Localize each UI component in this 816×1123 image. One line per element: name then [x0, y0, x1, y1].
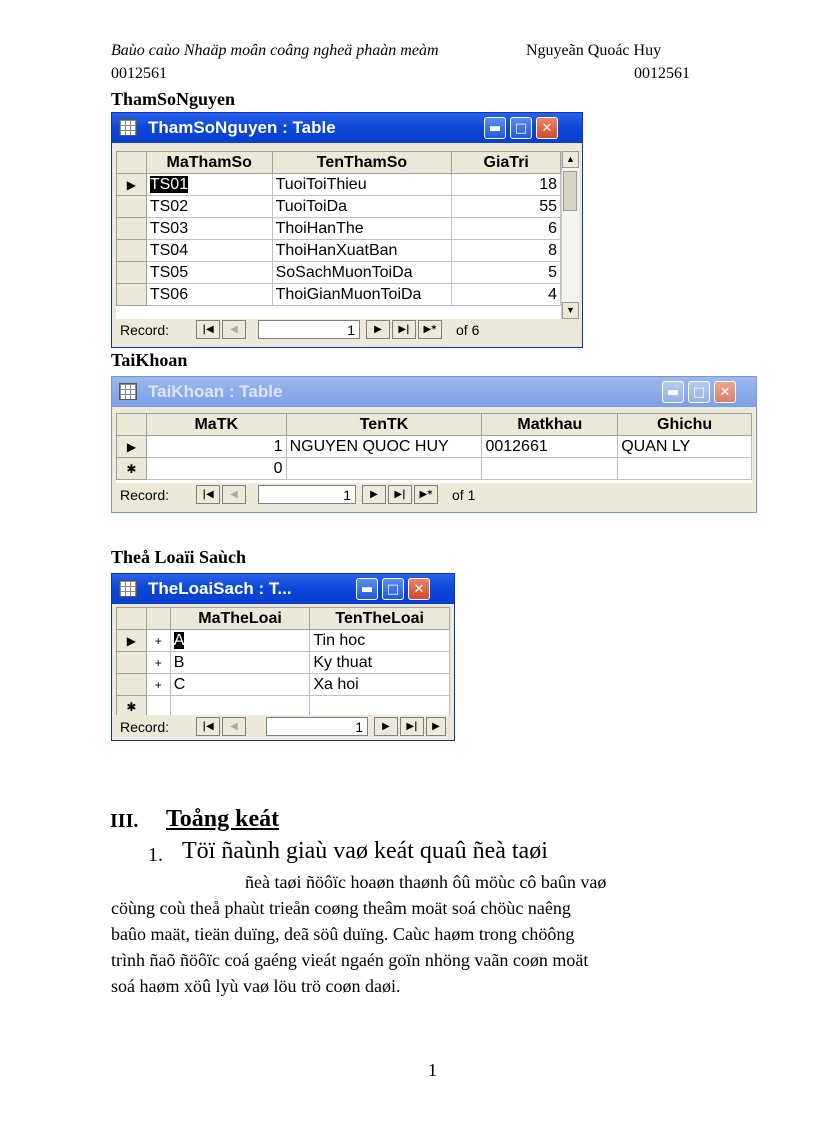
- record-number-input[interactable]: 1: [258, 485, 356, 504]
- cell-matheloai[interactable]: C: [170, 674, 310, 696]
- cell-giatri[interactable]: 4: [452, 284, 561, 306]
- thamso-record-navigator: [116, 319, 578, 341]
- caption-theloai: Theå Loaïi Saùch: [111, 547, 247, 567]
- expander-header: [146, 608, 170, 630]
- cell-mathamso[interactable]: TS03: [146, 218, 272, 240]
- table-row[interactable]: [117, 240, 561, 262]
- taikhoan-window-title: TaiKhoan : Table: [148, 382, 283, 401]
- expand-plus-icon[interactable]: +: [146, 652, 170, 674]
- table-row[interactable]: [117, 458, 752, 480]
- cell-matkhau[interactable]: [482, 458, 618, 480]
- section-number: III.: [110, 810, 139, 832]
- cell-value: TS01: [149, 175, 189, 193]
- cell-tenthamso[interactable]: TuoiToiDa: [272, 196, 452, 218]
- row-selector[interactable]: [117, 218, 147, 240]
- record-label: Record:: [120, 719, 170, 735]
- next-record-icon[interactable]: ▶: [374, 717, 398, 736]
- taikhoan-record-navigator: [116, 484, 752, 506]
- table-row[interactable]: [117, 652, 450, 674]
- column-header[interactable]: Matkhau: [482, 414, 618, 436]
- cell-giatri[interactable]: 8: [452, 240, 561, 262]
- section-title: Toång keát: [166, 806, 280, 832]
- cell-mathamso[interactable]: [146, 174, 272, 196]
- table-row[interactable]: [117, 436, 752, 458]
- table-icon: [119, 580, 137, 597]
- cell-tenthamso[interactable]: ThoiHanXuatBan: [272, 240, 452, 262]
- row-selector-header: [117, 608, 147, 630]
- table-icon: [119, 119, 137, 136]
- thamso-title-bar[interactable]: [112, 113, 582, 143]
- cell-ghichu[interactable]: [618, 458, 752, 480]
- previous-record-icon[interactable]: ◀: [222, 320, 246, 339]
- row-selector[interactable]: [117, 240, 147, 262]
- cell-matheloai[interactable]: [170, 630, 310, 652]
- row-selector[interactable]: [117, 674, 147, 696]
- cell-tentk[interactable]: NGUYEN QUOC HUY: [286, 436, 482, 458]
- new-record-asterisk-icon[interactable]: ✱: [117, 696, 147, 716]
- cell-tenthamso[interactable]: SoSachMuonToiDa: [272, 262, 452, 284]
- first-record-icon[interactable]: |◀: [196, 717, 220, 736]
- scroll-thumb[interactable]: [563, 171, 577, 211]
- table-row[interactable]: [117, 674, 450, 696]
- minimize-button[interactable]: ▬: [356, 578, 378, 600]
- vertical-scrollbar[interactable]: [561, 151, 579, 319]
- cell-tentheloai[interactable]: Tin hoc: [310, 630, 450, 652]
- column-header[interactable]: TenTK: [286, 414, 482, 436]
- table-row[interactable]: [117, 174, 561, 196]
- theloai-window-title: TheLoaiSach : T...: [148, 579, 292, 598]
- record-label: Record:: [120, 487, 170, 503]
- table-row[interactable]: [117, 218, 561, 240]
- record-number-input[interactable]: 1: [266, 717, 368, 736]
- cell-mathamso[interactable]: TS06: [146, 284, 272, 306]
- last-record-icon[interactable]: ▶|: [400, 717, 424, 736]
- theloai-datasheet: [116, 607, 450, 715]
- minimize-button[interactable]: ▬: [484, 117, 506, 139]
- row-selector[interactable]: [117, 262, 147, 284]
- scroll-down-icon[interactable]: ▼: [562, 302, 579, 319]
- previous-record-icon[interactable]: ◀: [222, 485, 246, 504]
- paragraph-line: soá haøm xöû lyù vaø löu trö coøn daøi.: [111, 976, 401, 996]
- header-author-name: Nguyeãn Quoác Huy: [526, 42, 662, 59]
- cell-mathamso[interactable]: TS02: [146, 196, 272, 218]
- table-row[interactable]: [117, 262, 561, 284]
- new-record-icon[interactable]: ▶*: [414, 485, 438, 504]
- cell-matheloai[interactable]: B: [170, 652, 310, 674]
- table-row[interactable]: [117, 630, 450, 652]
- theloai-title-bar[interactable]: [112, 574, 454, 604]
- column-header[interactable]: Ghichu: [618, 414, 752, 436]
- subsection-number: 1.: [148, 844, 163, 866]
- caption-thamso: ThamSoNguyen: [111, 89, 236, 109]
- theloai-table-window[interactable]: [111, 573, 455, 741]
- close-button[interactable]: ✕: [536, 117, 558, 139]
- scroll-up-icon[interactable]: ▲: [562, 151, 579, 168]
- column-header[interactable]: GiaTri: [452, 152, 561, 174]
- cell-tentheloai[interactable]: Xa hoi: [310, 674, 450, 696]
- cell-giatri[interactable]: 5: [452, 262, 561, 284]
- cell-matk[interactable]: 0: [146, 458, 286, 480]
- taikhoan-datasheet: [116, 413, 752, 483]
- cell-empty[interactable]: [146, 696, 170, 716]
- paragraph-line: cöùng coù theå phaùt trieån coøng theâm moät soá chöùc naêng: [111, 898, 571, 918]
- cell-mathamso[interactable]: TS05: [146, 262, 272, 284]
- current-record-arrow-icon[interactable]: ▶: [117, 436, 147, 458]
- cell-value: A: [173, 631, 185, 649]
- thamso-table-window[interactable]: [111, 112, 583, 348]
- page-number: 1: [428, 1060, 437, 1080]
- cell-tenthamso[interactable]: ThoiHanThe: [272, 218, 452, 240]
- thamso-datasheet: [116, 151, 561, 319]
- cell-tenthamso[interactable]: TuoiToiThieu: [272, 174, 452, 196]
- cell-giatri[interactable]: 18: [452, 174, 561, 196]
- minimize-button[interactable]: ▬: [662, 381, 684, 403]
- table-row[interactable]: [117, 696, 450, 716]
- row-selector-header: [117, 414, 147, 436]
- maximize-button[interactable]: □: [688, 381, 710, 403]
- paragraph-line: ñeà taøi ñöôïc hoaøn thaønh ôû möùc cô baûn vaø: [245, 872, 607, 892]
- caption-taikhoan: TaiKhoan: [111, 350, 188, 370]
- current-record-arrow-icon[interactable]: ▶: [117, 630, 147, 652]
- previous-record-icon[interactable]: ◀: [222, 717, 246, 736]
- subsection-title: Töï ñaùnh giaù vaø keát quaû ñeà taøi: [182, 838, 548, 864]
- new-record-icon[interactable]: ▶: [426, 717, 446, 736]
- cell-tenthamso[interactable]: ThoiGianMuonToiDa: [272, 284, 452, 306]
- maximize-button[interactable]: □: [510, 117, 532, 139]
- first-record-icon[interactable]: |◀: [196, 485, 220, 504]
- first-record-icon[interactable]: |◀: [196, 320, 220, 339]
- paragraph-line: baûo maät, tieän duïng, deã söû duïng. Caùc haøm trong chöông: [111, 924, 575, 944]
- record-count: of 6: [456, 322, 480, 338]
- header-document-title: Baùo caùo Nhaäp moân coâng ngheä phaàn meàm: [111, 42, 439, 59]
- cell-giatri[interactable]: 55: [452, 196, 561, 218]
- column-header[interactable]: TenThamSo: [272, 152, 452, 174]
- column-header[interactable]: MaThamSo: [146, 152, 272, 174]
- cell-giatri[interactable]: 6: [452, 218, 561, 240]
- new-record-asterisk-icon[interactable]: ✱: [117, 458, 147, 480]
- expand-plus-icon[interactable]: +: [146, 630, 170, 652]
- cell-mathamso[interactable]: TS04: [146, 240, 272, 262]
- table-row[interactable]: [117, 284, 561, 306]
- cell-empty[interactable]: [310, 696, 450, 716]
- close-button[interactable]: ✕: [714, 381, 736, 403]
- current-record-arrow-icon[interactable]: ▶: [117, 174, 147, 196]
- row-selector[interactable]: [117, 284, 147, 306]
- table-row[interactable]: [117, 196, 561, 218]
- row-selector[interactable]: [117, 652, 147, 674]
- expand-plus-icon[interactable]: +: [146, 674, 170, 696]
- cell-matk[interactable]: 1: [146, 436, 286, 458]
- cell-matkhau[interactable]: 0012661: [482, 436, 618, 458]
- last-record-icon[interactable]: ▶|: [392, 320, 416, 339]
- header-student-id-right: 0012561: [634, 65, 690, 82]
- row-selector[interactable]: [117, 196, 147, 218]
- thamso-window-title: ThamSoNguyen : Table: [148, 118, 336, 137]
- maximize-button[interactable]: □: [382, 578, 404, 600]
- next-record-icon[interactable]: ▶: [366, 320, 390, 339]
- cell-ghichu[interactable]: QUAN LY: [618, 436, 752, 458]
- header-student-id-left: 0012561: [111, 65, 167, 82]
- record-label: Record:: [120, 322, 170, 338]
- record-number-input[interactable]: 1: [258, 320, 360, 339]
- last-record-icon[interactable]: ▶|: [388, 485, 412, 504]
- taikhoan-table-window[interactable]: [111, 376, 757, 513]
- cell-tentk[interactable]: [286, 458, 482, 480]
- close-button[interactable]: ✕: [408, 578, 430, 600]
- record-count: of 1: [452, 487, 476, 503]
- paragraph-line: trình ñaõ ñöôïc coá gaéng vieát ngaén goïn nhöng vaãn coøn moät: [111, 950, 589, 970]
- next-record-icon[interactable]: ▶: [362, 485, 386, 504]
- cell-tentheloai[interactable]: Ky thuat: [310, 652, 450, 674]
- column-header[interactable]: MaTheLoai: [170, 608, 310, 630]
- column-header[interactable]: TenTheLoai: [310, 608, 450, 630]
- table-icon: [119, 383, 137, 400]
- taikhoan-title-bar[interactable]: [112, 377, 756, 407]
- column-header[interactable]: MaTK: [146, 414, 286, 436]
- row-selector-header: [117, 152, 147, 174]
- new-record-icon[interactable]: ▶*: [418, 320, 442, 339]
- theloai-record-navigator: [116, 716, 450, 738]
- cell-empty[interactable]: [170, 696, 310, 716]
